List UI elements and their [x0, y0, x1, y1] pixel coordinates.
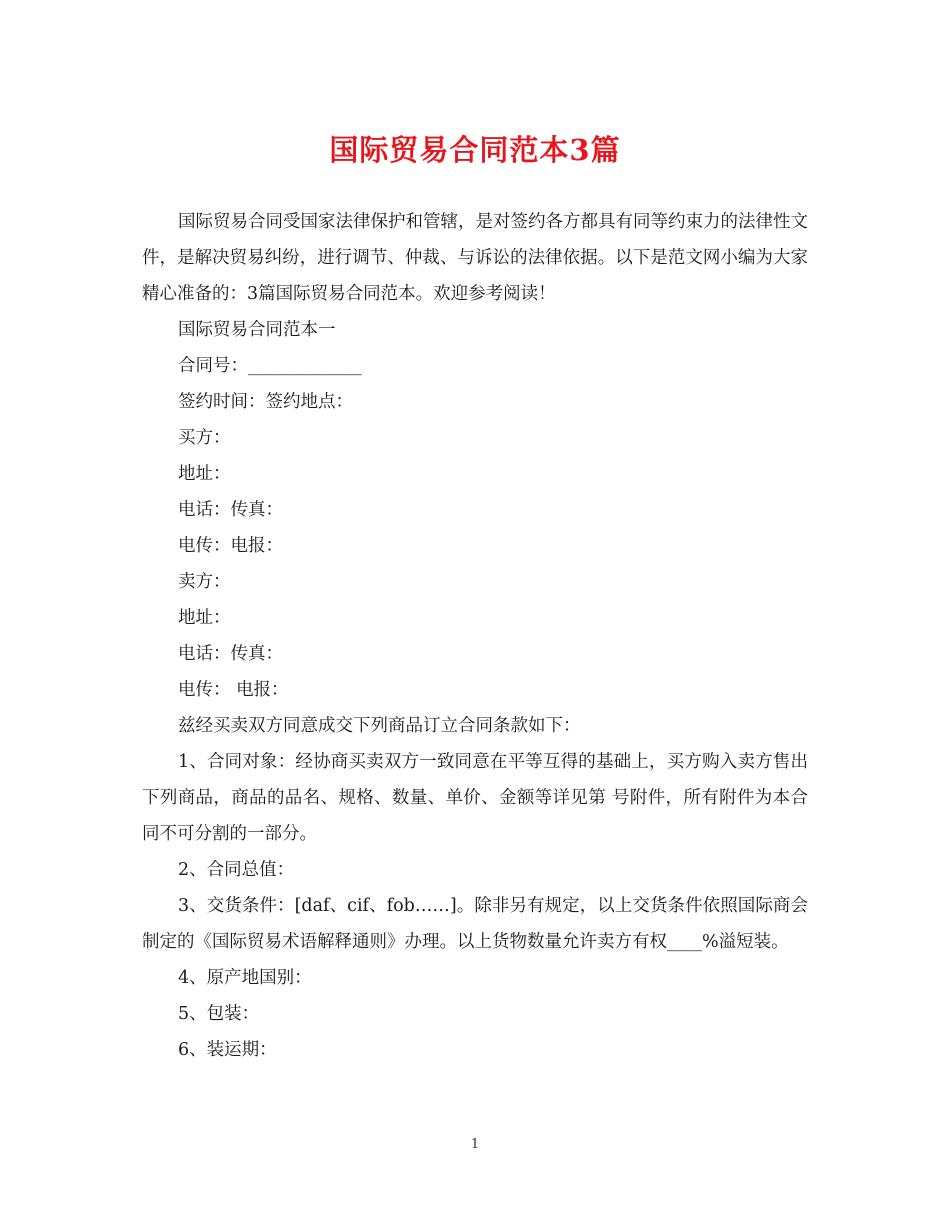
seller-phone-fax-line: 电话：传真：	[178, 644, 283, 664]
buyer-telex-telegram-line: 电传：电报：	[178, 536, 283, 556]
clause-1-paragraph: 1、合同对象：经协商买卖双方一致同意在平等互得的基础上，买方购入卖方售出下列商品，商品的品名、规格、数量、单价、金额等详见第 号附件，所有附件为本合同不可分割的一部分。	[142, 752, 808, 844]
buyer-line: 买方：	[178, 428, 231, 448]
seller-line: 卖方：	[178, 572, 231, 592]
contract-number-line: 合同号：_____________	[178, 356, 362, 376]
section-heading: 国际贸易合同范本一	[178, 320, 336, 340]
signing-time-place-line: 签约时间：签约地点：	[178, 392, 353, 412]
clause-5-paragraph: 5、包装：	[178, 1004, 260, 1024]
intro-paragraph: 国际贸易合同受国家法律保护和管辖，是对签约各方都具有同等约束力的法律性文件，是解决贸易纠纷，进行调节、仲裁、与诉讼的法律依据。以下是范文网小编为大家精心准备的：3篇国际贸易合同范本。欢迎参考阅读！	[142, 212, 808, 304]
document-title: 国际贸易合同范本3篇	[329, 133, 621, 167]
buyer-phone-fax-line: 电话：传真：	[178, 500, 283, 520]
seller-telex-telegram-line: 电传： 电报：	[178, 680, 289, 700]
clause-3-paragraph: 3、交货条件：[daf、cif、fob……]。除非另有规定，以上交货条件依照国际商会制定的《国际贸易术语解释通则》办理。以上货物数量允许卖方有权____%溢短装。	[142, 896, 808, 952]
document-body	[142, 204, 808, 1068]
seller-address-line: 地址：	[178, 608, 231, 628]
clause-2-paragraph: 2、合同总值：	[178, 860, 295, 880]
buyer-address-line: 地址：	[178, 464, 231, 484]
agreement-intro-line: 兹经买卖双方同意成交下列商品订立合同条款如下：	[178, 716, 581, 736]
clause-6-paragraph: 6、装运期：	[178, 1040, 277, 1060]
clause-4-paragraph: 4、原产地国别：	[178, 968, 312, 988]
page-number: 1	[470, 1137, 480, 1152]
